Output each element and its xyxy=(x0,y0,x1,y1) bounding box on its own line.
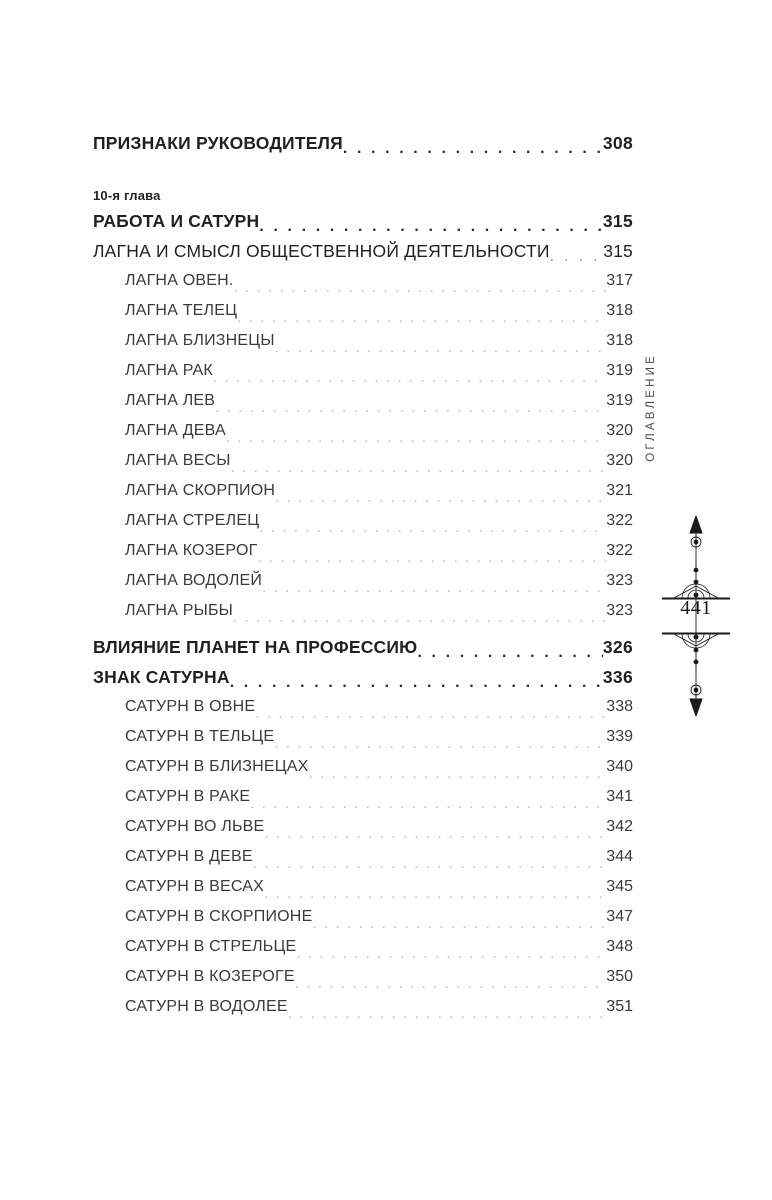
toc-entry[interactable] xyxy=(125,812,633,842)
running-head-label: ОГЛАВЛЕНИЕ xyxy=(645,353,657,462)
dot-leader xyxy=(237,310,606,326)
dot-leader xyxy=(275,340,607,356)
page-margin-rail xyxy=(646,128,746,1078)
toc-entry[interactable] xyxy=(125,722,633,752)
dot-leader xyxy=(233,610,606,626)
toc-entry-page-number: 342 xyxy=(606,818,633,835)
toc-entry[interactable] xyxy=(125,992,633,1022)
dot-leader xyxy=(255,706,606,722)
toc-entry-label: САТУРН В ДЕВЕ xyxy=(125,848,253,865)
toc-entry-label: ЛАГНА БЛИЗНЕЦЫ xyxy=(125,332,275,349)
toc-entry-page-number: 317 xyxy=(606,272,633,289)
dot-leader xyxy=(550,249,604,267)
toc-entry-label: САТУРН В ОВНЕ xyxy=(125,698,256,715)
dot-leader xyxy=(234,280,607,296)
toc-entry-label: ЛАГНА РЫБЫ xyxy=(125,602,234,619)
dot-leader xyxy=(213,370,606,386)
dot-leader xyxy=(250,796,606,812)
toc-entry-page-number: 315 xyxy=(602,211,633,231)
toc-entry-label: ЗНАК САТУРНА xyxy=(93,667,230,687)
toc-entry[interactable] xyxy=(93,632,633,662)
toc-entry-page-number: 318 xyxy=(606,332,633,349)
toc-entry-label: ЛАГНА ВЕСЫ xyxy=(125,452,231,469)
toc-entry-label: ЛАГНА СКОРПИОН xyxy=(125,482,276,499)
toc-entry-label: ЛАГНА ТЕЛЕЦ xyxy=(125,302,238,319)
toc-entry-page-number: 350 xyxy=(606,968,633,985)
toc-entry[interactable] xyxy=(125,386,633,416)
toc-entry[interactable] xyxy=(125,962,633,992)
toc-entry-label: РАБОТА И САТУРН xyxy=(93,211,260,231)
toc-entry-page-number: 315 xyxy=(603,241,633,261)
toc-entry-label: САТУРН В БЛИЗНЕЦАХ xyxy=(125,758,309,775)
dot-leader xyxy=(264,826,606,842)
toc-entry-page-number: 347 xyxy=(606,908,633,925)
toc-entry-page-number: 326 xyxy=(602,637,633,657)
dot-leader xyxy=(215,400,606,416)
toc-entry[interactable] xyxy=(125,752,633,782)
dot-leader xyxy=(253,856,606,872)
toc-entry[interactable] xyxy=(93,206,633,236)
toc-entry-page-number: 319 xyxy=(606,392,633,409)
toc-entry-page-number: 339 xyxy=(606,728,633,745)
dot-leader xyxy=(230,675,603,693)
toc-entry[interactable] xyxy=(125,536,633,566)
toc-entry[interactable] xyxy=(125,842,633,872)
toc-entry[interactable] xyxy=(125,356,633,386)
table-of-contents xyxy=(93,128,633,1022)
dot-leader xyxy=(343,141,603,159)
dot-leader xyxy=(417,645,602,663)
toc-entry[interactable] xyxy=(125,782,633,812)
toc-entry-label: ЛАГНА КОЗЕРОГ xyxy=(125,542,258,559)
dot-leader xyxy=(264,886,606,902)
dot-leader xyxy=(275,490,606,506)
toc-entry-label: САТУРН В СТРЕЛЬЦЕ xyxy=(125,938,297,955)
page-number: 441 xyxy=(680,597,712,619)
toc-entry[interactable] xyxy=(125,476,633,506)
toc-entry[interactable] xyxy=(125,902,633,932)
toc-entry[interactable] xyxy=(125,446,633,476)
toc-entry-page-number: 318 xyxy=(606,302,633,319)
dot-leader xyxy=(309,766,607,782)
dot-leader xyxy=(274,736,606,752)
toc-entry-page-number: 320 xyxy=(606,422,633,439)
chapter-kicker: 10-я глава xyxy=(93,188,161,203)
toc-entry[interactable] xyxy=(125,932,633,962)
toc-entry-label: ЛАГНА ДЕВА xyxy=(125,422,226,439)
toc-entry-label: САТУРН В ТЕЛЬЦЕ xyxy=(125,728,275,745)
toc-entry[interactable] xyxy=(125,326,633,356)
toc-entry-label: САТУРН В КОЗЕРОГЕ xyxy=(125,968,295,985)
dot-leader xyxy=(296,946,606,962)
dot-leader xyxy=(262,580,606,596)
toc-entry-label: САТУРН В ВОДОЛЕЕ xyxy=(125,998,288,1015)
toc-entry[interactable] xyxy=(125,872,633,902)
toc-entry-label: ЛАГНА ЛЕВ xyxy=(125,392,216,409)
toc-entry-page-number: 323 xyxy=(606,602,633,619)
dot-leader xyxy=(288,1006,607,1022)
toc-entry[interactable] xyxy=(93,236,633,266)
toc-entry-label: САТУРН В СКОРПИОНЕ xyxy=(125,908,313,925)
toc-entry[interactable] xyxy=(93,128,633,158)
toc-entry-label: САТУРН В ВЕСАХ xyxy=(125,878,265,895)
dot-leader xyxy=(312,916,606,932)
toc-entry-page-number: 338 xyxy=(606,698,633,715)
dot-leader xyxy=(259,520,606,536)
toc-entry[interactable] xyxy=(125,296,633,326)
toc-entry-page-number: 321 xyxy=(606,482,633,499)
toc-entry[interactable] xyxy=(125,266,633,296)
toc-entry-label: ЛАГНА ОВЕН. xyxy=(125,272,234,289)
toc-entry[interactable] xyxy=(125,596,633,626)
toc-entry-page-number: 322 xyxy=(606,542,633,559)
toc-entry-label: ЛАГНА СТРЕЛЕЦ xyxy=(125,512,260,529)
running-head xyxy=(646,353,746,462)
dot-leader xyxy=(226,430,606,446)
toc-entry[interactable] xyxy=(125,566,633,596)
toc-entry-page-number: 322 xyxy=(606,512,633,529)
dot-leader xyxy=(257,550,606,566)
toc-entry-page-number: 351 xyxy=(606,998,633,1015)
toc-entry[interactable] xyxy=(125,506,633,536)
dot-leader xyxy=(295,976,607,992)
toc-entry-label: ПРИЗНАКИ РУКОВОДИТЕЛЯ xyxy=(93,133,343,153)
toc-entry-label: ЛАГНА РАК xyxy=(125,362,213,379)
toc-entry[interactable] xyxy=(125,692,633,722)
toc-entry-page-number: 323 xyxy=(606,572,633,589)
toc-entry-page-number: 341 xyxy=(606,788,633,805)
toc-entry-page-number: 336 xyxy=(602,667,633,687)
toc-entry-page-number: 344 xyxy=(606,848,633,865)
toc-entry-page-number: 320 xyxy=(606,452,633,469)
dot-leader xyxy=(259,219,603,237)
toc-entry-label: САТУРН В РАКЕ xyxy=(125,788,251,805)
toc-entry-page-number: 308 xyxy=(602,133,633,153)
toc-entry-page-number: 345 xyxy=(606,878,633,895)
toc-entry-page-number: 340 xyxy=(606,758,633,775)
toc-entry-label: ЛАГНА ВОДОЛЕЙ xyxy=(125,572,263,589)
toc-entry[interactable] xyxy=(125,416,633,446)
toc-entry-label: САТУРН ВО ЛЬВЕ xyxy=(125,818,265,835)
dot-leader xyxy=(231,460,607,476)
toc-entry-label: ЛАГНА И СМЫСЛ ОБЩЕСТВЕННОЙ ДЕЯТЕЛЬНОСТИ xyxy=(93,241,550,261)
section-spacer xyxy=(93,158,633,186)
toc-entry-page-number: 319 xyxy=(606,362,633,379)
toc-entry-page-number: 348 xyxy=(606,938,633,955)
toc-entry[interactable] xyxy=(93,662,633,692)
toc-entry-label: ВЛИЯНИЕ ПЛАНЕТ НА ПРОФЕССИЮ xyxy=(93,637,418,657)
